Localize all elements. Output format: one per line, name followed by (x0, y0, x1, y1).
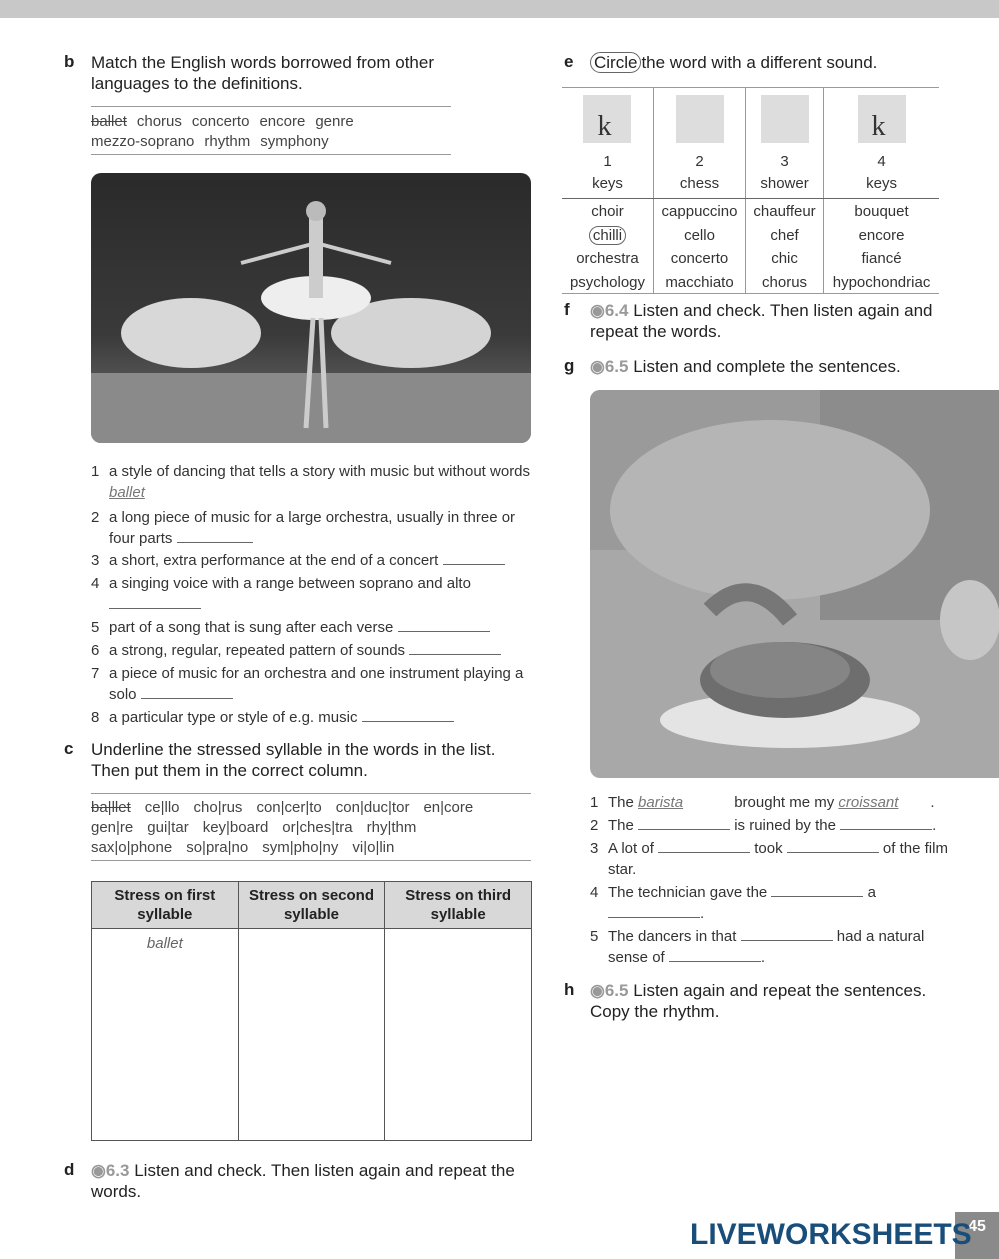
top-bar (0, 0, 999, 18)
word-bank-item: chorus (136, 113, 182, 130)
syllable-word: sym|pho|ny (262, 839, 339, 856)
syllable-word: or|ches|tra (282, 819, 353, 836)
section-f-instruction: ◉6.4 Listen and check. Then listen again and repeat the words. (590, 301, 933, 341)
syllable-word: ba|llet (91, 799, 131, 816)
sound-word[interactable]: bouquet (824, 199, 939, 223)
sound-word[interactable]: choir (591, 203, 624, 220)
answer-blank[interactable] (741, 926, 833, 941)
answer-blank[interactable] (771, 882, 863, 897)
word-bank (91, 112, 451, 152)
stress-column-1[interactable] (92, 929, 239, 1141)
word-bank-item: ballet (91, 113, 127, 130)
sound-word[interactable]: cappuccino (653, 199, 745, 223)
sentence-list: 1 The barista brought me my croissant . 2 The is ruined by the . 3 A lot of took of the film star. 4 The technician gave the a . 5 The dancers in that had a natural sense of . (590, 794, 948, 966)
section-h-label: h (564, 980, 575, 999)
answer-blank[interactable]: croissant (838, 794, 899, 811)
divider (91, 793, 531, 794)
croissant-photo (590, 390, 999, 778)
section-e-label: e (564, 52, 574, 71)
section-g-instruction: ◉6.5 Listen and complete the sentences. (590, 357, 901, 376)
answer-blank[interactable]: barista (638, 794, 684, 811)
syllable-word: rhy|thm (366, 819, 417, 836)
sound-icon-cell (824, 88, 939, 149)
sound-word[interactable]: concerto (653, 246, 745, 270)
syllable-word: vi|o|lin (352, 839, 395, 856)
stress-header: Stress on second syllable (238, 882, 385, 929)
divider (91, 154, 451, 155)
key-icon: k (583, 95, 631, 143)
syllable-word: en|core (423, 799, 474, 816)
syllable-word: key|board (202, 819, 269, 836)
word-bank-item: encore (259, 113, 306, 130)
answer-blank[interactable] (109, 594, 201, 609)
section-c-label: c (64, 739, 74, 758)
section-d-label: d (64, 1160, 75, 1179)
section-g-label: g (564, 356, 575, 375)
syllable-word: ce|llo (144, 799, 180, 816)
answer-blank[interactable] (638, 815, 730, 830)
word-bank-item: mezzo-soprano (91, 133, 195, 150)
stress-column-2[interactable] (238, 929, 385, 1141)
key-word: keys (562, 173, 653, 199)
stress-column-3[interactable] (385, 929, 532, 1141)
sound-word[interactable]: chef (746, 223, 824, 247)
section-f-label: f (564, 300, 570, 319)
stress-table (91, 881, 532, 1141)
sound-word[interactable]: chic (746, 246, 824, 270)
word-bank-item: genre (315, 113, 354, 130)
liveworksheets-logo: LIVEWORKSHEETS (690, 1218, 972, 1251)
syllable-word: gui|tar (147, 819, 189, 836)
syllable-word: sax|o|phone (91, 839, 173, 856)
answer-blank[interactable] (669, 947, 761, 962)
syllable-word: cho|rus (193, 799, 243, 816)
answer-blank[interactable] (658, 838, 750, 853)
syllable-word: con|duc|tor (335, 799, 410, 816)
word-bank-item: rhythm (204, 133, 251, 150)
sound-word[interactable]: macchiato (653, 270, 745, 294)
answer-blank[interactable] (409, 640, 501, 655)
sound-word[interactable]: hypochondriac (824, 270, 939, 294)
syllable-word: so|pra|no (186, 839, 249, 856)
word-bank-item: concerto (191, 113, 250, 130)
sound-word[interactable]: chilli (562, 223, 653, 247)
sound-icon-cell (653, 88, 745, 149)
divider (91, 106, 451, 107)
sound-word[interactable]: psychology (562, 270, 653, 294)
syllable-word: con|cer|to (256, 799, 322, 816)
sound-icon-cell (746, 88, 824, 149)
answer-blank[interactable] (141, 684, 233, 699)
section-e-instruction: Circle the word with a different sound. (590, 52, 970, 73)
page-number: 45 (955, 1212, 999, 1259)
answer-blank[interactable] (608, 903, 700, 918)
audio-icon[interactable]: ◉ (590, 981, 605, 1000)
answer-blank[interactable] (398, 617, 490, 632)
audio-icon[interactable]: ◉ (590, 301, 605, 320)
answer-blank[interactable] (362, 707, 454, 722)
section-d-instruction: ◉6.3 Listen and check. Then listen again and repeat the words. (91, 1161, 515, 1201)
stress-header: Stress on first syllable (92, 882, 239, 929)
answer-blank[interactable] (443, 550, 505, 565)
key-word: shower (746, 173, 824, 199)
section-c-instruction: Underline the stressed syllable in the words in the list. Then put them in the correct column. (91, 740, 496, 780)
answer-blank[interactable] (840, 815, 932, 830)
audio-icon[interactable]: ◉ (91, 1161, 106, 1180)
stress-example: ballet (146, 935, 183, 952)
key-word: keys (824, 173, 939, 199)
section-h-instruction: ◉6.5 Listen again and repeat the sentences. Copy the rhythm. (590, 981, 927, 1021)
key-word: chess (653, 173, 745, 199)
section-b-label: b (64, 52, 75, 71)
definitions-list: 1 a style of dancing that tells a story with music but without words ballet 2 a long piece of music for a large orchestra, usually in three or four parts 3 a short, extra performance at the end of a concert 4 a singing voice with a range between soprano and alto 5 part of a song that is sung after each verse 6 a strong, regular, repeated pattern of sounds 7 a piece of music for an orchestra and one instrument playing a solo 8 a particular type or style of e.g. music (91, 463, 531, 726)
sound-word[interactable]: cello (653, 223, 745, 247)
sound-icon-cell (562, 88, 653, 149)
divider (91, 860, 531, 861)
key-icon: k (858, 95, 906, 143)
sound-word[interactable]: chorus (746, 270, 824, 294)
sound-word[interactable]: orchestra (576, 250, 639, 267)
answer-blank[interactable] (177, 528, 253, 543)
syllable-word: gen|re (91, 819, 134, 836)
stress-header: Stress on third syllable (385, 882, 532, 929)
shower-icon (761, 95, 809, 143)
word-bank-item: symphony (260, 133, 329, 150)
audio-icon[interactable]: ◉ (590, 357, 605, 376)
ballet-photo (91, 173, 531, 443)
sound-word[interactable]: chauffeur (746, 199, 824, 223)
answer-blank[interactable] (787, 838, 879, 853)
syllable-word-list (91, 798, 531, 858)
section-b-instruction: Match the English words borrowed from other languages to the definitions. (91, 53, 434, 93)
sound-table: k k 1 2 3 4 keys chess shower keys choir cappuccino chauffeur bouquet chilli cello chef encore orchestra concerto chic fiancé psychology macchiato chorus hypochondriac (562, 87, 939, 294)
sound-word[interactable]: fiancé (824, 246, 939, 270)
chess-icon (676, 95, 724, 143)
sound-word[interactable]: encore (824, 223, 939, 247)
answer-blank[interactable]: ballet (109, 484, 145, 501)
